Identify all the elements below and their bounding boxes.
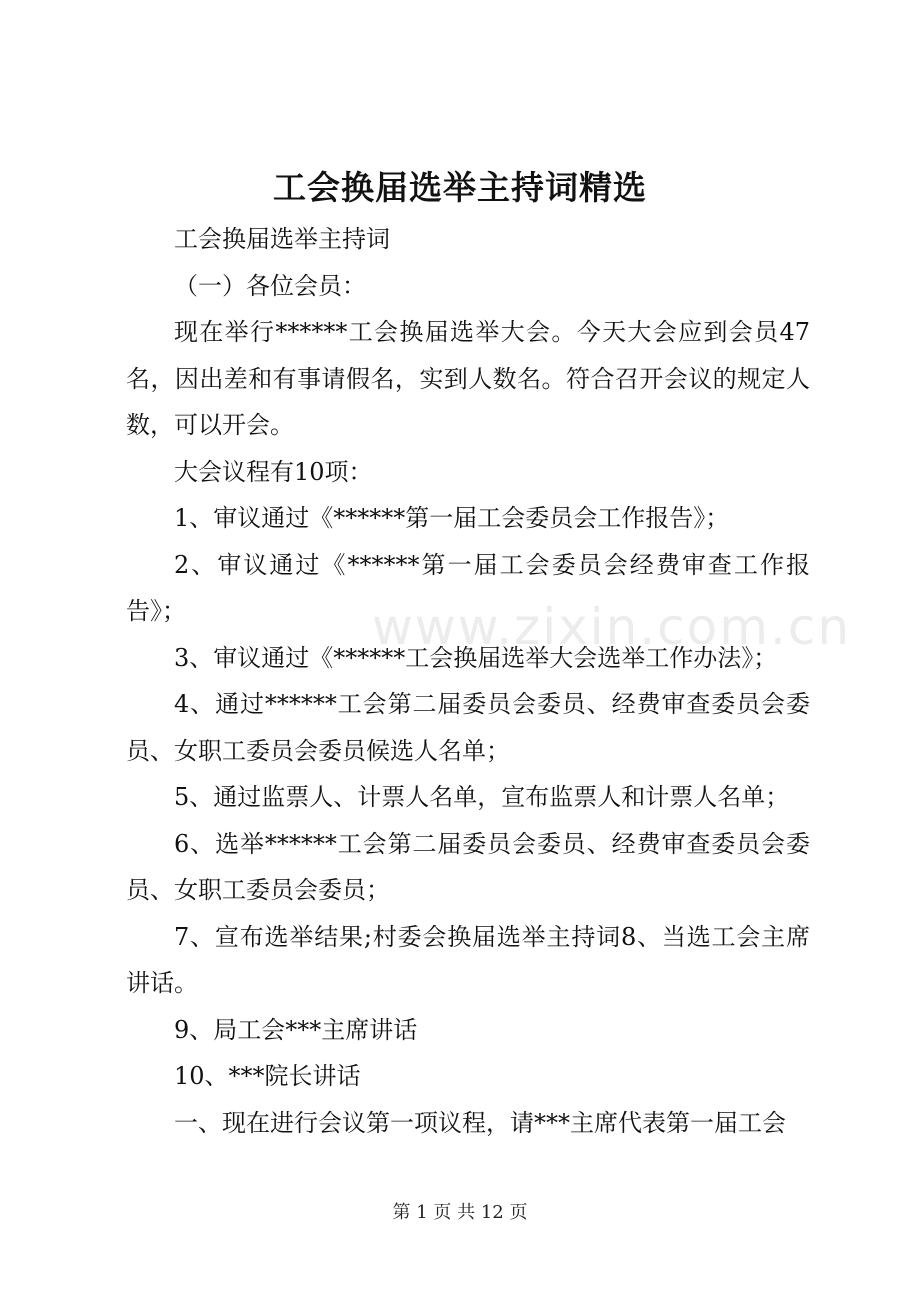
page-footer: 第 1 页 共 12 页 [392, 1202, 528, 1223]
paragraph-first-agenda: 一、现在进行会议第一项议程，请***主席代表第一届工会 [174, 1108, 786, 1137]
agenda-item-4: 4、通过******工会第二届委员会委员、经费审查委员会委员、女职工委员会委员候选人名单； [126, 690, 810, 765]
agenda-item-9: 9、局工会***主席讲话 [174, 1015, 418, 1044]
agenda-item-7: 7、宣布选举结果;村委会换届选举主持词8、当选工会主席讲话。 [126, 922, 810, 997]
watermark: www.zixin.com.cn [372, 598, 852, 656]
agenda-item-2: 2、审议通过《******第一届工会委员会经费审查工作报告》； [126, 550, 810, 625]
paragraph-subtitle: 工会换届选举主持词 [174, 225, 390, 253]
document-body [126, 216, 810, 1146]
paragraph-salutation: （一）各位会员： [174, 271, 366, 300]
agenda-item-10: 10、***院长讲话 [174, 1062, 361, 1090]
document-title: 工会换届选举主持词精选 [273, 168, 647, 207]
agenda-item-3: 3、审议通过《******工会换届选举大会选举工作办法》； [174, 643, 778, 672]
agenda-item-1: 1、审议通过《******第一届工会委员会工作报告》； [174, 504, 730, 532]
agenda-item-5: 5、通过监票人、计票人名单，宣布监票人和计票人名单； [174, 783, 790, 811]
paragraph-agenda-intro: 大会议程有10项： [174, 457, 373, 486]
agenda-item-6: 6、选举******工会第二届委员会委员、经费审查委员会委员、女职工委员会委员； [126, 829, 810, 904]
paragraph-opening: 现在举行******工会换届选举大会。今天大会应到会员47名，因出差和有事请假名，实到人数名。符合召开会议的规定人数，可以开会。 [126, 318, 810, 439]
